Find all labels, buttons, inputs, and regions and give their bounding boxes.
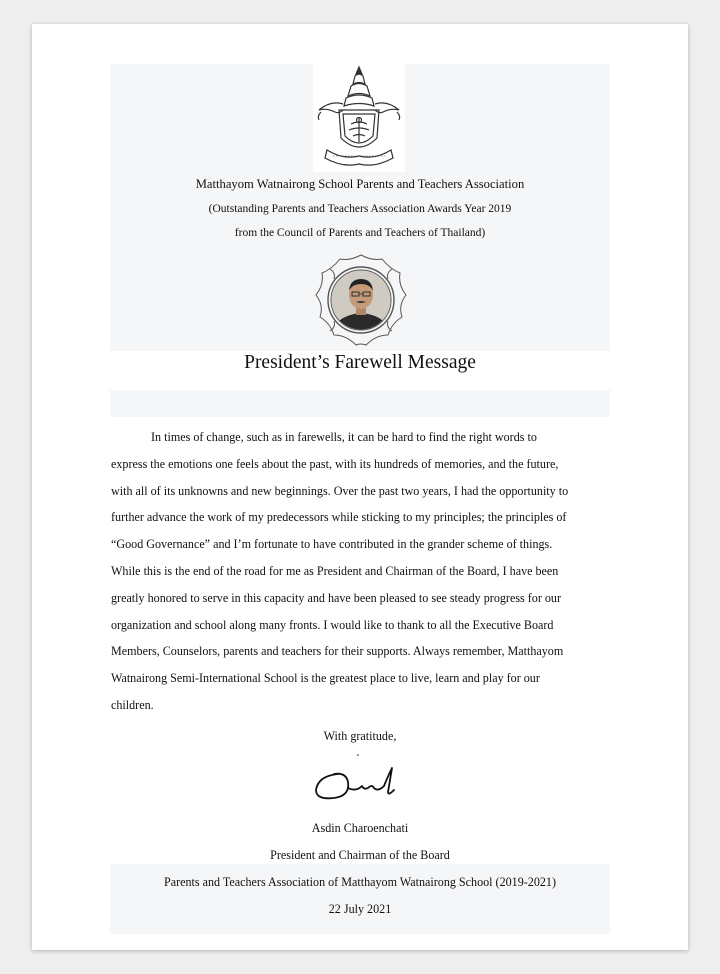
- page-title: President’s Farewell Message: [244, 352, 476, 373]
- body-line: While this is the end of the road for me as President and Chairman of the Board, I have been: [111, 563, 559, 578]
- body-line: with all of its unknowns and new beginnings. Over the past two years, I had the opportunity to: [111, 483, 569, 498]
- body-line: In times of change, such as in farewells, it can be hard to find the right words to: [151, 430, 537, 444]
- award-source: from the Council of Parents and Teachers of Thailand): [234, 227, 486, 239]
- association-name: Matthayom Watnairong School Parents and Teachers Association: [195, 177, 525, 191]
- body-line: Members, Counselors, parents and teachers for their supports. Always remember, Matthayom: [111, 644, 564, 659]
- body-line: Watnairong Semi-International School is the greatest place to live, learn and play for our: [111, 671, 540, 686]
- ink-dot: [357, 754, 359, 756]
- body-line: further advance the work of my predecessors while sticking to my principles; the principles of: [111, 510, 567, 525]
- message-body: [111, 424, 611, 719]
- document-page: [32, 24, 688, 950]
- president-portrait-icon: [312, 251, 410, 351]
- title-band: [110, 390, 610, 417]
- school-emblem-icon: [313, 64, 405, 172]
- body-line: greatly honored to serve in this capacity and have been pleased to see steady progress for our: [111, 590, 561, 605]
- body-line: express the emotions one feels about the past, with its hundreds of memories, and the future,: [111, 456, 559, 471]
- salutation: With gratitude,: [323, 729, 397, 743]
- handwritten-signature-icon: [308, 760, 412, 808]
- footer-organization: Parents and Teachers Association of Matthayom Watnairong School (2019-2021): [163, 875, 557, 889]
- award-line: (Outstanding Parents and Teachers Association Awards Year 2019: [208, 203, 512, 215]
- footer-date: 22 July 2021: [328, 902, 392, 916]
- body-line: children.: [111, 697, 154, 712]
- body-line: “Good Governance” and I’m fortunate to have contributed in the grander scheme of things.: [111, 537, 553, 552]
- signatory-position: President and Chairman of the Board: [270, 848, 450, 862]
- signatory-name: Asdin Charoenchati: [311, 821, 409, 835]
- body-line: organization and school along many fronts. I would like to thank to all the Executive Board: [111, 617, 554, 632]
